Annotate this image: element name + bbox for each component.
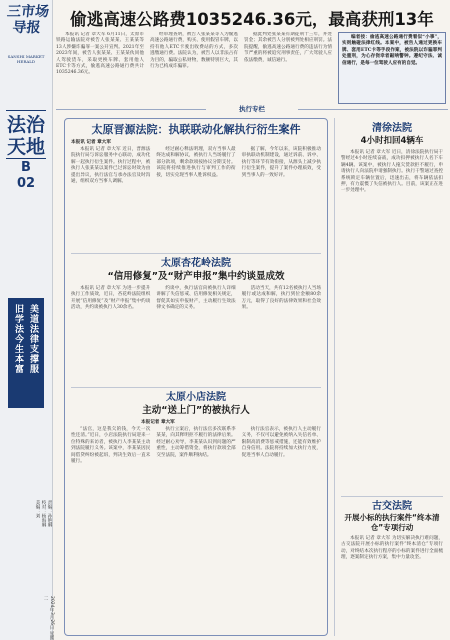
top-article-col3	[244, 32, 332, 104]
right-column	[334, 118, 447, 636]
column-banner: 执行专栏	[206, 103, 298, 116]
body-text: 本报讯 记者 章大军 近日，清徐法院执行局干警经过4小时连续奋战，成功扣押被执行人名下车辆4辆。该案中，被执行人拖欠货款拒不履行，申请执行人向法院申请强制执行。执行干警通过查控系统锁定车辆位置后，迅速出击，将车辆依法扣押，有力震慑了失信被执行人。目前，该案正在进一步处理中。	[341, 150, 443, 194]
section-rule-top	[6, 110, 46, 111]
body-text: 本报讯 记者 章大军 6月11日，太原市铁路运输法院对被告人张某某、王某某等13人涉嫌诈骗罪一案公开宣判。2021年至2023年间，被告人张某某、王某某伙同他人驾驶货车，采取更换车牌、套用他人ETC卡等方式，偷逃高速公路通行费共计1035246.36元。	[56, 32, 144, 76]
headline: 偷逃高速公路费1035246.36元，最高获刑13年	[70, 10, 434, 29]
article-title: 太原杏花岭法院	[161, 258, 231, 269]
body-text: “法官，这是我欠的钱，今天一次性还清。”近日，小店法院执行局迎来一位特殊的来访者，被执行人李某某主动到法院履行义务。该案中，李某某因民间借贷纠纷被起诉，判决生效后一直未履行。	[71, 427, 151, 465]
page-number: 02	[16, 176, 36, 191]
article-title: 太原小店法院	[166, 392, 226, 403]
article-jinyuan	[71, 123, 321, 251]
body-text: 经过耐心释法明理，双方当事人最终达成和解协议，被执行人当场履行了部分款项，剩余款项按协议分期支付。该院将持续推进执行与审判工作的衔接，切实兑现当事人胜诉权益。	[156, 147, 236, 178]
body-text: 执行立案后，执行法官多次联系李某某，向其释明拒不履行的法律后果。经过耐心劝导，李某某认识到问题的严重性，主动筹措资金，将执行款项全部交至法院，案件顺利执结。	[156, 427, 236, 458]
article-title: 清徐法院	[372, 123, 412, 134]
body-text: 据了解，今年以来，该院积极推动审执联动机制建设，通过诉前、诉中、执行等环节有效衔接，从源头上减少执行衍生案件，提升了案件办理质效，受到当事人的一致好评。	[241, 147, 321, 178]
article-columns	[71, 147, 321, 185]
section-name: 法治天地	[6, 114, 45, 158]
article-subtitle: 主动“送上门”的被执行人	[142, 405, 250, 416]
article-gujiao	[341, 500, 443, 632]
body-text: 据此判处张某某有期徒刑十三年，并处罚金；其余被告人分别被判处相应刑罚。法院提醒，偷逃高速公路通行费的违法行为情节严重的将被追究刑事责任，广大驾驶人应依法缴费，诚信通行。	[244, 32, 332, 63]
editor-credit: 校对：杨海琳	[41, 500, 46, 527]
page-letter: B	[21, 160, 31, 175]
body-text: 执行法官表示，被执行人主动履行义务，不仅可以避免被纳入失信名单、限制高消费等惩戒措施，还能有效维护自身信用。法院将持续加大执行力度，促进当事人自动履行。	[241, 427, 321, 458]
separator	[71, 387, 321, 388]
article-columns	[71, 427, 321, 465]
sidebar	[0, 0, 53, 640]
article-subtitle: “信用修复”及“财产申报”集中约谈显成效	[107, 271, 285, 282]
motto-line: 旧学法今生本富	[13, 304, 23, 374]
article-title: 古交法院	[372, 501, 412, 512]
top-article-col2	[150, 32, 238, 104]
editor-note-text: 编者按：偷逃高速公路通行费看似“小事”，实则触碰法律红线。本案中，被告人通过更换车牌、套用ETC卡等手段作案，被法院以诈骗罪判处重刑，为心存侥幸者敲响警钟。遵纪守法、诚信通行，是每一位驾驶人应有的自觉。	[342, 35, 442, 66]
enforcement-column-box	[64, 118, 328, 636]
article-xinghualing	[71, 257, 321, 385]
editor-credit: 美编：刘	[35, 500, 40, 518]
top-article-col1	[56, 32, 144, 104]
section-rule-bottom	[6, 158, 46, 159]
body-text: 本报讯 记者 章大军 为进一步提升执行工作质效，近日，杏花岭法院组织开展“信用修复”及“财产申报”集中约谈活动，共约谈被执行人30余名。	[71, 286, 151, 311]
separator	[341, 496, 443, 497]
article-qingxu	[341, 122, 443, 422]
page-content	[56, 0, 448, 640]
article-byline: 本报讯 记者 章大军	[71, 140, 111, 145]
article-byline: 本报记者 章大军	[141, 420, 175, 425]
article-subtitle: 4小时扣回4辆车	[360, 136, 424, 146]
editor-note-box	[338, 32, 446, 104]
issue-date: 2024年3月26日 星期二	[43, 596, 54, 640]
body-text: 活动当天，共有12名被执行人当场履行或达成和解，执行到位金额80余万元，取得了良好的法律效果和社会效果。	[241, 286, 321, 311]
motto-block	[8, 298, 44, 408]
body-text: 本报讯 记者 章大军 近日，晋源法院执行局与诉讼服务中心联动，成功化解一起执行衍生案件。执行过程中，被执行人张某某以案件已过诉讼时效为由提出异议，执行法官与承办法官及时沟通，组织双方当事人调解。	[71, 147, 151, 185]
separator	[71, 253, 321, 254]
editor-credits	[34, 500, 52, 527]
article-subtitle: 开展小标的执行案件“终本清仓”专项行动	[344, 513, 440, 532]
masthead-logo: 三市场导报	[6, 4, 50, 36]
body-text: 约谈中，执行法官向被执行人详细讲解了失信惩戒、信用修复相关规定，督促其如实申报财产，主动履行生效法律文书确定的义务。	[156, 286, 236, 311]
article-columns	[71, 286, 321, 312]
masthead-subtitle: SANSHI MARKET HERALD	[7, 54, 45, 64]
body-text: 本报讯 记者 章大军 为切实解决执行难问题，古交法院开展小标的执行案件“终本清仓”专项行动，对终结本次执行程序的小标的案件进行全面梳理，逐案制定执行方案，集中力量攻坚。	[341, 536, 443, 561]
motto-line: 美道法律支撑服	[28, 304, 38, 374]
article-xiaodian	[71, 391, 321, 631]
editor-credit: 责编：孙艳琳	[47, 500, 52, 527]
article-title: 太原晋源法院：执联联动化解执行衍生案件	[91, 123, 301, 136]
body-text: 经审理查明，被告人张某某等人为偷逃高速公路通行费，购买、使用假冒车牌，以持有他人ETC卡驶出收费站的方式，多次逃缴通行费。法院认为，被告人以非法占有为目的，骗取公私财物，数额特别巨大，其行为已构成诈骗罪。	[150, 32, 238, 70]
